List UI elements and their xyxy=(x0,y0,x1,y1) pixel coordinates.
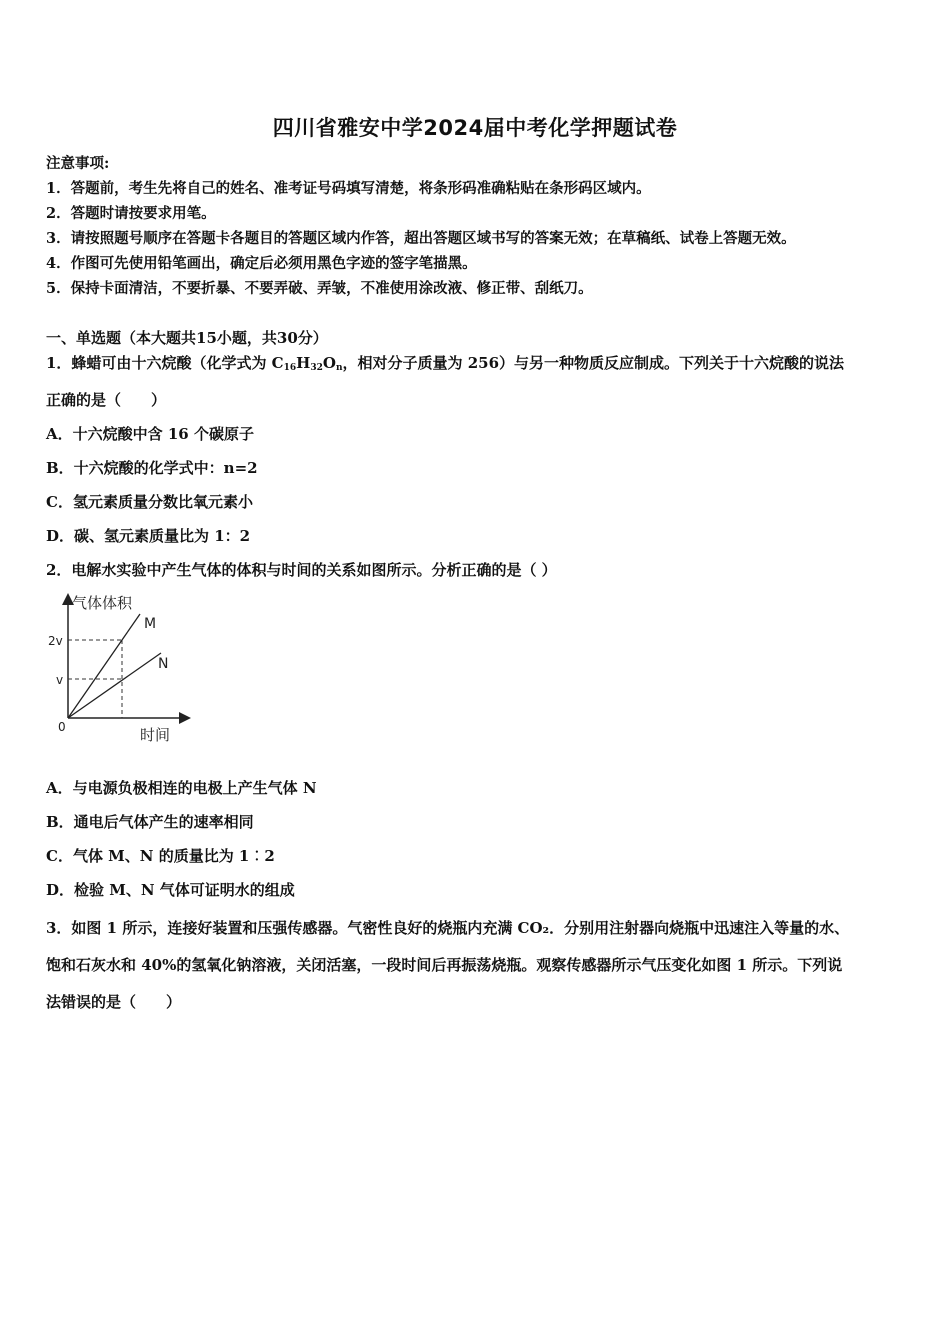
tick-2v-label: 2v xyxy=(48,634,63,648)
q2-option-a: A．与电源负极相连的电极上产生气体 N xyxy=(46,779,317,797)
question-3-stem-line1: 3．如图 1 所示，连接好装置和压强传感器。气密性良好的烧瓶内充满 CO₂．分别用注射器向烧瓶中迅速注入等量的水、 xyxy=(46,919,850,937)
q1-text-o: O xyxy=(322,354,336,372)
question-2-stem: 2．电解水实验中产生气体的体积与时间的关系如图所示。分析正确的是（ ） xyxy=(46,561,557,579)
notice-heading: 注意事项: xyxy=(46,155,110,172)
question-3-stem-line3: 法错误的是（ ） xyxy=(46,993,182,1011)
y-axis-label: 气体体积 xyxy=(72,594,133,612)
notice-item: 3．请按照题号顺序在答题卡各题目的答题区域内作答，超出答题区域书写的答案无效；在草稿纸、试卷上答题无效。 xyxy=(46,230,796,247)
section-heading: 一、单选题（本大题共15小题，共30分） xyxy=(46,329,328,347)
q1-option-b: B．十六烷酸的化学式中：n=2 xyxy=(46,459,258,477)
q2-option-b: B．通电后气体产生的速率相同 xyxy=(46,813,254,831)
question-1-stem-line2: 正确的是（ ） xyxy=(46,391,167,409)
q1-option-c: C．氢元素质量分数比氧元素小 xyxy=(46,493,253,511)
label-m: M xyxy=(144,616,157,632)
line-n xyxy=(68,653,161,718)
q1-text-post: ，相对分子质量为 256）与另一种物质反应制成。下列关于十六烷酸的说法 xyxy=(342,354,845,372)
notice-item: 2．答题时请按要求用笔。 xyxy=(46,205,216,222)
question-3-stem-line2: 饱和石灰水和 40%的氢氧化钠溶液，关闭活塞，一段时间后再振荡烧瓶。观察传感器所示气压变化如图 1 所示。下列说 xyxy=(46,956,843,974)
notice-item: 1．答题前，考生先将自己的姓名、准考证号码填写清楚，将条形码准确粘贴在条形码区域内。 xyxy=(46,180,651,197)
q1-option-a: A．十六烷酸中含 16 个碳原子 xyxy=(46,425,254,443)
q1-sub-c: 16 xyxy=(283,363,297,373)
q2-option-d: D．检验 M、N 气体可证明水的组成 xyxy=(46,881,295,899)
x-axis-label: 时间 xyxy=(140,726,171,744)
q1-sub-o: n xyxy=(335,363,343,373)
notice-item: 5．保持卡面清洁，不要折暴、不要弄破、弄皱，不准使用涂改液、修正带、刮纸刀。 xyxy=(46,280,593,297)
q2-option-c: C．气体 M、N 的质量比为 1︰2 xyxy=(46,847,275,865)
notice-item: 4．作图可先使用铅笔画出，确定后必须用黑色字迹的签字笔描黑。 xyxy=(46,255,477,272)
tick-v-label: v xyxy=(56,673,64,687)
q1-sub-h: 32 xyxy=(310,363,323,373)
origin-label: 0 xyxy=(58,720,66,734)
question-1-stem xyxy=(46,352,844,373)
line-m xyxy=(68,614,140,718)
electrolysis-graph xyxy=(48,590,198,746)
q1-text-pre: 1．蜂蜡可由十六烷酸（化学式为 C xyxy=(46,354,284,372)
page-title: 四川省雅安中学2024届中考化学押题试卷 xyxy=(272,116,678,140)
label-n: N xyxy=(158,656,169,672)
q1-text-h: H xyxy=(296,354,311,372)
q1-option-d: D．碳、氢元素质量比为 1：2 xyxy=(46,527,251,545)
